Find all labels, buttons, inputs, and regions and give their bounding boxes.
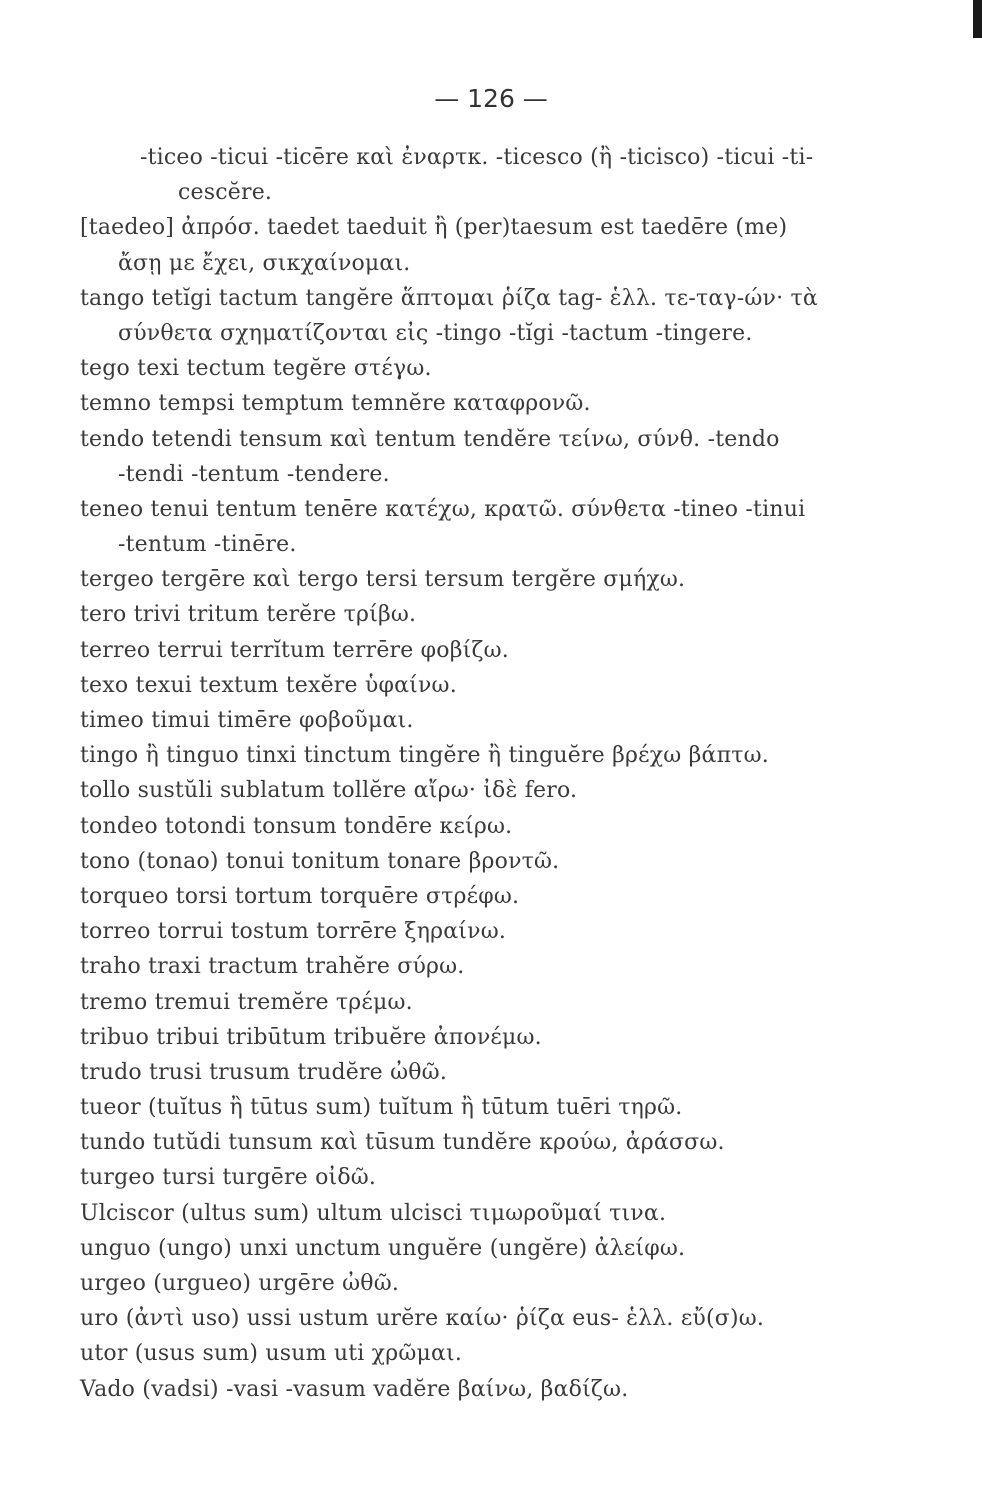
entry-headline: trudo trusi trusum trudĕre ὠθῶ. (80, 1059, 448, 1085)
dictionary-entry (80, 1301, 940, 1336)
entry-headline: -ticeo -ticui -ticēre καὶ ἐναρτκ. -ticesco (ἢ -ticisco) -ticui -ti- (140, 145, 814, 170)
entry-headline: texo texui textum texĕre ὑφαίνω. (80, 672, 457, 698)
page-edge-mark (973, 0, 982, 38)
entry-headline: teneo tenui tentum tenēre κατέχω, κρατῶ. σύνθετα -tineo -tinui (80, 496, 806, 522)
dictionary-entry (80, 492, 940, 562)
page-number: — 126 — (434, 84, 548, 113)
dictionary-entry (80, 597, 940, 632)
entry-headline: tribuo tribui tribūtum tribuĕre ἀπονέμω. (80, 1024, 542, 1050)
entry-headline: turgeo tursi turgēre οἰδῶ. (80, 1165, 377, 1191)
dictionary-entry (80, 1231, 940, 1266)
entry-headline: torreo torrui tostum torrēre ξηραίνω. (80, 919, 507, 945)
entry-continuation: ἄσῃ με ἔχει, σικχαίνομαι. (118, 250, 411, 276)
dictionary-entry (80, 668, 940, 703)
entry-headline: unguo (ungo) unxi unctum unguĕre (ungĕre) ἀλείφω. (80, 1235, 686, 1261)
dictionary-entry (80, 562, 940, 597)
dictionary-entry (80, 633, 940, 668)
entry-headline: timeo timui timēre φοβοῦμαι. (80, 708, 414, 733)
dictionary-entries (80, 140, 940, 1407)
entry-headline: urgeo (urgueo) urgēre ὠθῶ. (80, 1271, 400, 1296)
dictionary-entry (80, 773, 940, 808)
dictionary-entry (80, 949, 940, 984)
entry-headline: tollo sustŭli sublatum tollĕre αἴρω· ἰδὲ fero. (80, 778, 578, 804)
dictionary-entry (80, 1090, 940, 1125)
dictionary-entry (80, 809, 940, 844)
dictionary-entry (80, 1336, 940, 1371)
dictionary-entry (80, 985, 940, 1020)
entry-headline: Ulciscor (ultus sum) ultum ulcisci τιμωροῦμαί τινα. (80, 1200, 667, 1226)
entry-headline: tego texi tectum tegĕre στέγω. (80, 356, 432, 382)
dictionary-entry (80, 1055, 940, 1090)
dictionary-entry (80, 844, 940, 879)
dictionary-entry (80, 422, 940, 492)
dictionary-entry (80, 386, 940, 421)
dictionary-entry (80, 1372, 940, 1407)
entry-headline: torqueo torsi tortum torquēre στρέφω. (80, 883, 520, 909)
dictionary-entry (80, 1160, 940, 1195)
dictionary-entry (80, 140, 940, 210)
dictionary-entry (80, 1266, 940, 1301)
dictionary-entry (80, 351, 940, 386)
dictionary-entry (80, 210, 940, 280)
entry-headline: terreo terrui terrĭtum terrēre φοβίζω. (80, 637, 509, 663)
dictionary-entry (80, 281, 940, 351)
entry-headline: traho traxi tractum trahĕre σύρω. (80, 954, 465, 980)
dictionary-entry (80, 1196, 940, 1231)
dictionary-entry (80, 703, 940, 738)
entry-headline: tero trivi tritum terĕre τρίβω. (80, 602, 417, 628)
entry-headline: utor (usus sum) usum uti χρῶμαι. (80, 1341, 463, 1367)
dictionary-entry (80, 879, 940, 914)
dictionary-entry (80, 914, 940, 949)
entry-headline: tono (tonao) tonui tonitum tonare βροντῶ. (80, 848, 560, 874)
entry-headline: [taedeo] ἀπρόσ. taedet taeduit ἢ (per)taesum est taedēre (me) (80, 215, 788, 241)
entry-headline: tondeo totondi tonsum tondēre κείρω. (80, 813, 513, 839)
entry-headline: tendo tetendi tensum καὶ tentum tendĕre τείνω, σύνθ. -tendo (80, 426, 780, 452)
entry-headline: uro (ἀντὶ uso) ussi ustum urĕre καίω· ῥίζα eus- ἑλλ. εὔ(σ)ω. (80, 1306, 765, 1332)
entry-headline: temno tempsi temptum temnĕre καταφρονῶ. (80, 391, 591, 417)
entry-continuation: -tentum -tinēre. (118, 532, 297, 558)
dictionary-entry (80, 1020, 940, 1055)
entry-headline: tremo tremui tremĕre τρέμω. (80, 989, 413, 1015)
entry-continuation: σύνθετα σχηματίζονται εἰς -tingo -tĭgi -tactum -tingere. (118, 320, 753, 346)
entry-headline: tundo tutŭdi tunsum καὶ tūsum tundĕre κρούω, ἀράσσω. (80, 1130, 725, 1156)
entry-continuation: cescĕre. (178, 180, 273, 206)
dictionary-entry (80, 1125, 940, 1160)
entry-headline: tango tetĭgi tactum tangĕre ἅπτομαι ῥίζα tag- ἑλλ. τε-ταγ-ών· τὰ (80, 285, 818, 311)
entry-headline: tergeo tergēre καὶ tergo tersi tersum tergĕre σμήχω. (80, 567, 686, 593)
entry-headline: tueor (tuĭtus ἢ tūtus sum) tuĭtum ἢ tūtum tuēri τηρῶ. (80, 1095, 683, 1121)
dictionary-entry (80, 738, 940, 773)
entry-headline: Vado (vadsi) -vasi -vasum vadĕre βαίνω, βαδίζω. (80, 1376, 629, 1402)
entry-headline: tingo ἢ tinguo tinxi tinctum tingĕre ἢ tinguĕre βρέχω βάπτω. (80, 743, 769, 769)
entry-continuation: -tendi -tentum -tendere. (118, 461, 390, 487)
